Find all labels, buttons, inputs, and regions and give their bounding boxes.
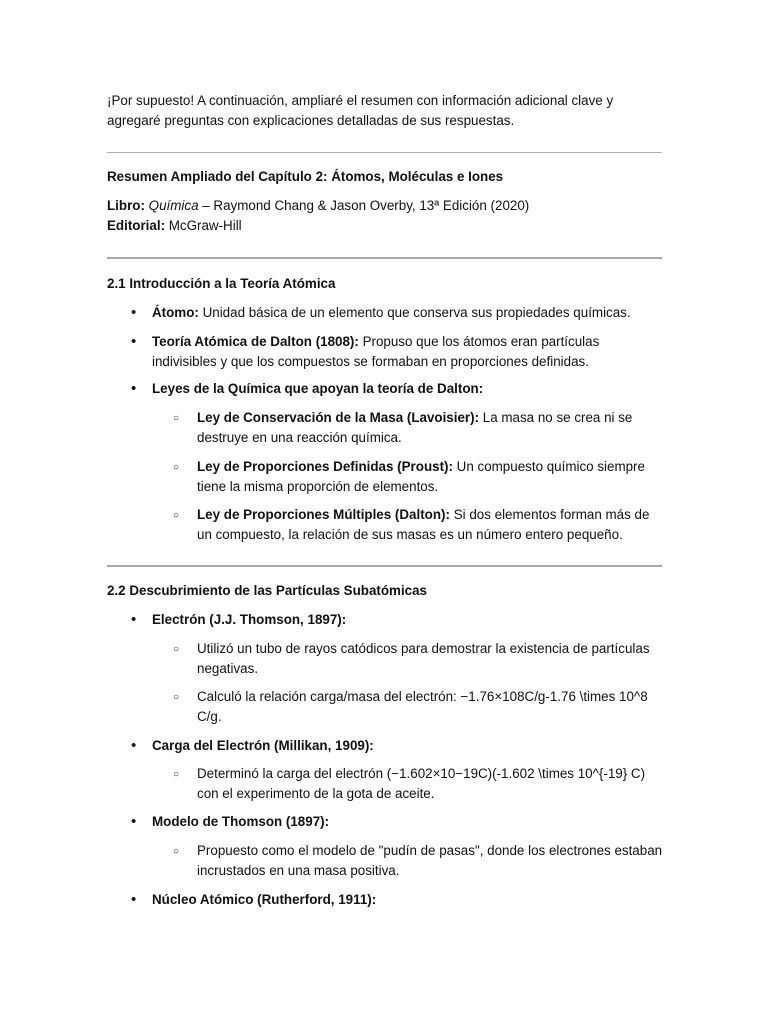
- definition: La masa no se crea ni se destruye en una reacción química.: [197, 410, 633, 445]
- sub-list-item: [197, 408, 667, 447]
- term: Teoría Atómica de Dalton (1808):: [152, 334, 359, 349]
- term: Átomo:: [152, 305, 199, 320]
- intro-paragraph: ¡Por supuesto! A continuación, ampliaré el resumen con información adicional clave y agregaré preguntas con explicaciones detalladas de sus respuestas.: [107, 93, 614, 128]
- list-item: Electrón (J.J. Thomson, 1897):: [152, 612, 347, 627]
- list-item: Modelo de Thomson (1897):: [152, 814, 330, 829]
- sub-bullet-icon: ○: [173, 692, 180, 703]
- sub-list-item: Utilizó un tubo de rayos catódicos para demostrar la existencia de partículas negativas.: [197, 641, 650, 676]
- book-label: Libro:: [107, 198, 145, 213]
- bullet-icon: •: [131, 380, 137, 397]
- sub-list-item: Calculó la relación carga/masa del electrón: −1.76×108C/g-1.76 \times 10^8 C/g.: [197, 689, 648, 724]
- bullet-icon: •: [131, 333, 137, 350]
- bullet-icon: •: [131, 737, 137, 754]
- sub-bullet-icon: ○: [173, 462, 180, 473]
- list-item: Carga del Electrón (Millikan, 1909):: [152, 738, 374, 753]
- definition: Propuso que los átomos eran partículas indivisibles y que los compuestos se formaban en proporciones definidas.: [152, 334, 600, 369]
- sub-list-item: Propuesto como el modelo de "pudín de pasas", donde los electrones estaban incrustados en una masa positiva.: [197, 843, 663, 878]
- sub-bullet-icon: ○: [173, 510, 180, 521]
- term: Ley de Conservación de la Masa (Lavoisier):: [197, 410, 480, 425]
- section-heading: 2.2 Descubrimiento de las Partículas Subatómicas: [107, 583, 428, 598]
- bullet-icon: •: [131, 891, 137, 908]
- definition: Si dos elementos forman más de un compuesto, la relación de sus masas es un número entero pequeño.: [197, 507, 650, 542]
- sub-list-item: Determinó la carga del electrón (−1.602×10−19C)(-1.602 \times 10^{-19} C) con el experimento de la gota de aceite.: [197, 766, 646, 801]
- sub-bullet-icon: ○: [173, 846, 180, 857]
- publisher-label: Editorial:: [107, 217, 166, 233]
- term: Ley de Proporciones Definidas (Proust):: [197, 459, 453, 474]
- list-item: Leyes de la Química que apoyan la teoría de Dalton:: [152, 381, 484, 396]
- document-title: Resumen Ampliado del Capítulo 2: Átomos, Moléculas e Iones: [107, 169, 504, 184]
- definition: Un compuesto químico siempre tiene la misma proporción de elementos.: [197, 459, 645, 494]
- book-title: Química: [148, 198, 199, 213]
- definition: Unidad básica de un elemento que conserva sus propiedades químicas.: [198, 305, 631, 320]
- divider: [107, 565, 662, 567]
- sub-list-item: [197, 457, 667, 496]
- book-info: [107, 196, 667, 235]
- list-item: Núcleo Atómico (Rutherford, 1911):: [152, 892, 377, 907]
- sub-bullet-icon: ○: [173, 769, 180, 780]
- section-heading: 2.1 Introducción a la Teoría Atómica: [107, 276, 336, 291]
- term: Ley de Proporciones Múltiples (Dalton):: [197, 507, 450, 522]
- bullet-icon: •: [131, 813, 137, 830]
- list-item: [152, 303, 667, 323]
- sub-list-item: [197, 505, 667, 544]
- sub-bullet-icon: ○: [173, 644, 180, 655]
- list-item: [152, 332, 667, 371]
- bullet-icon: •: [131, 304, 137, 321]
- sub-bullet-icon: ○: [173, 413, 180, 424]
- divider: [107, 152, 662, 153]
- divider: [107, 257, 662, 259]
- bullet-icon: •: [131, 611, 137, 628]
- book-details: – Raymond Chang & Jason Overby, 13ª Edición (2020): [198, 198, 530, 213]
- publisher-value: McGraw-Hill: [165, 217, 242, 233]
